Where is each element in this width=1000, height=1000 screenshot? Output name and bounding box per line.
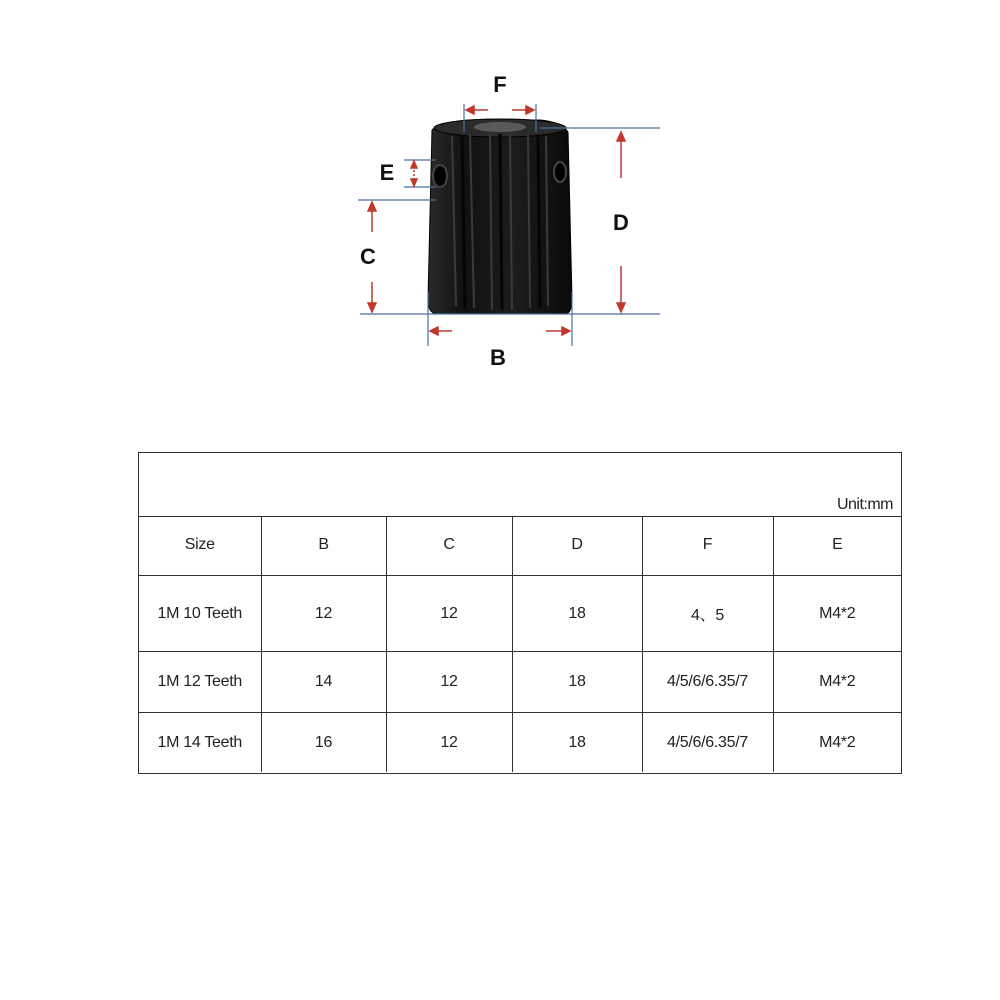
label-f: F (493, 72, 507, 97)
header-cell: B (261, 516, 386, 575)
header-cell: C (386, 516, 512, 575)
table-cell: 18 (512, 652, 642, 713)
label-c: C (360, 244, 376, 269)
table-row (139, 575, 901, 652)
table-cell: 4/5/6/6.35/7 (642, 713, 773, 772)
table-cell: 12 (386, 713, 512, 772)
unit-label: Unit:mm (836, 496, 893, 513)
label-b: B (490, 345, 506, 370)
header-cell: Size (139, 516, 261, 575)
header-cell: D (512, 516, 642, 575)
header-cell: E (773, 516, 901, 575)
label-e: E (379, 160, 395, 185)
table-cell: 4/5/6/6.35/7 (642, 652, 773, 713)
table-cell: 1M 12 Teeth (139, 652, 261, 713)
table-cell: 12 (261, 575, 386, 652)
table-cell: M4*2 (773, 713, 901, 772)
table-cell: 14 (261, 652, 386, 713)
table-row (139, 713, 901, 772)
table-cell: 12 (386, 575, 512, 652)
unit-row (139, 453, 901, 517)
table-cell: 1M 14 Teeth (139, 713, 261, 772)
spec-grid (139, 516, 901, 772)
table-cell: M4*2 (773, 652, 901, 713)
table-cell: M4*2 (773, 575, 901, 652)
table-cell: 16 (261, 713, 386, 772)
gear-dimension-diagram (0, 0, 1000, 440)
table-cell: 18 (512, 713, 642, 772)
label-d: D (613, 210, 629, 235)
table-row (139, 652, 901, 713)
specification-table (138, 452, 902, 774)
table-cell: 12 (386, 652, 512, 713)
header-cell: F (642, 516, 773, 575)
table-cell: 1M 10 Teeth (139, 575, 261, 652)
gear-image (428, 119, 572, 314)
header-row (139, 516, 901, 575)
table-cell: 4、5 (642, 575, 773, 652)
table-cell: 18 (512, 575, 642, 652)
